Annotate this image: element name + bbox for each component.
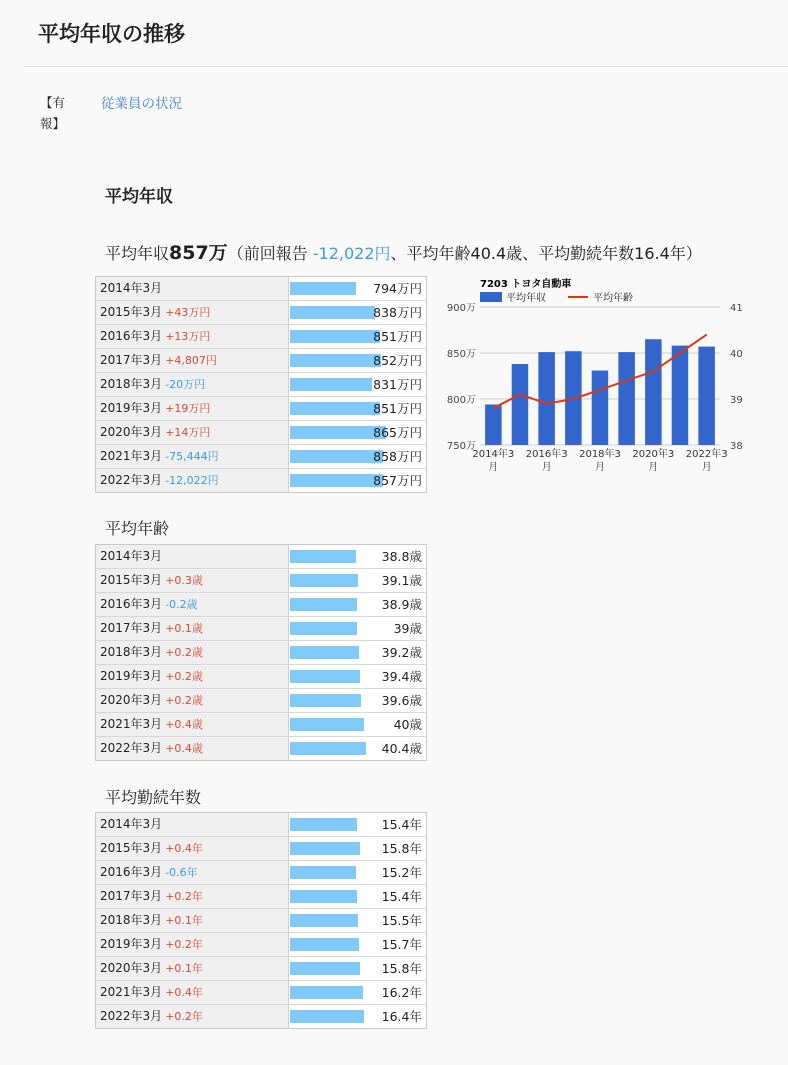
value-bar bbox=[290, 426, 386, 439]
value-bar bbox=[290, 622, 357, 635]
value-bar bbox=[290, 646, 359, 659]
row-year bbox=[96, 981, 289, 1004]
value-bar bbox=[290, 694, 361, 707]
diff-label: +43万円 bbox=[165, 306, 211, 319]
year-label: 2018年3月 bbox=[100, 913, 163, 927]
age-title: 平均年齢 bbox=[105, 519, 170, 538]
y-left-tick: 800万 bbox=[446, 395, 476, 406]
year-label: 2020年3月 bbox=[100, 693, 163, 707]
bar-cell bbox=[289, 445, 426, 468]
chart-bar bbox=[592, 371, 609, 446]
value-bar bbox=[290, 474, 383, 487]
row-year bbox=[96, 689, 289, 712]
row-year bbox=[96, 301, 289, 324]
diff-label: +0.4年 bbox=[165, 842, 203, 855]
row-year bbox=[96, 885, 289, 908]
diff-label: -0.6年 bbox=[165, 866, 198, 879]
value-bar bbox=[290, 574, 358, 587]
value-label: 865万円 bbox=[373, 425, 422, 440]
chart-bar bbox=[512, 364, 529, 445]
diff-label: +0.2歳 bbox=[165, 694, 203, 707]
year-label: 2016年3月 bbox=[100, 329, 163, 343]
page-title: 平均年収の推移 bbox=[38, 22, 185, 46]
year-label: 2022年3月 bbox=[100, 741, 163, 755]
value-bar bbox=[290, 938, 359, 951]
value-bar bbox=[290, 598, 357, 611]
diff-label: +13万円 bbox=[165, 330, 211, 343]
table-row bbox=[96, 593, 426, 617]
y-right-tick: 40 bbox=[730, 349, 743, 360]
bar-cell bbox=[289, 957, 426, 980]
year-label: 2019年3月 bbox=[100, 937, 163, 951]
chart-bar bbox=[485, 405, 502, 446]
tenure-table bbox=[95, 812, 427, 1029]
table-row bbox=[96, 469, 426, 492]
value-label: 39.6歳 bbox=[381, 693, 422, 708]
row-year bbox=[96, 373, 289, 396]
value-label: 39.2歳 bbox=[381, 645, 422, 660]
year-label: 2017年3月 bbox=[100, 621, 163, 635]
table-row bbox=[96, 689, 426, 713]
bar-cell bbox=[289, 837, 426, 860]
row-year bbox=[96, 909, 289, 932]
diff-label: +4,807円 bbox=[165, 354, 217, 367]
value-bar bbox=[290, 450, 383, 463]
year-label: 2014年3月 bbox=[100, 817, 163, 831]
diff-label: +0.1年 bbox=[165, 914, 203, 927]
bar-cell bbox=[289, 373, 426, 396]
value-bar bbox=[290, 890, 357, 903]
row-year bbox=[96, 861, 289, 884]
diff-label: -0.2歳 bbox=[165, 598, 198, 611]
value-label: 852万円 bbox=[373, 353, 422, 368]
value-label: 15.5年 bbox=[381, 913, 422, 928]
bar-cell bbox=[289, 277, 426, 300]
year-label: 2016年3月 bbox=[100, 865, 163, 879]
age-table bbox=[95, 544, 427, 761]
table-row bbox=[96, 737, 426, 760]
value-label: 851万円 bbox=[373, 401, 422, 416]
row-year bbox=[96, 933, 289, 956]
value-label: 40.4歳 bbox=[381, 741, 422, 756]
value-label: 15.7年 bbox=[381, 937, 422, 952]
value-label: 838万円 bbox=[373, 305, 422, 320]
chart-bar bbox=[538, 352, 555, 445]
year-label: 2018年3月 bbox=[100, 377, 163, 391]
bar-cell bbox=[289, 933, 426, 956]
bar-cell bbox=[289, 617, 426, 640]
year-label: 2021年3月 bbox=[100, 449, 163, 463]
table-row bbox=[96, 641, 426, 665]
year-label: 2020年3月 bbox=[100, 961, 163, 975]
value-label: 38.8歳 bbox=[381, 549, 422, 564]
value-bar bbox=[290, 914, 358, 927]
y-right-tick: 38 bbox=[730, 441, 743, 452]
value-bar bbox=[290, 282, 356, 295]
summary-amount: 857万 bbox=[169, 242, 228, 264]
year-label: 2020年3月 bbox=[100, 425, 163, 439]
diff-label: +0.4歳 bbox=[165, 718, 203, 731]
year-label: 2017年3月 bbox=[100, 889, 163, 903]
value-bar bbox=[290, 986, 363, 999]
bar-cell bbox=[289, 713, 426, 736]
row-year bbox=[96, 957, 289, 980]
diff-label: +0.3歳 bbox=[165, 574, 203, 587]
row-year bbox=[96, 569, 289, 592]
row-year bbox=[96, 1005, 289, 1028]
table-row bbox=[96, 277, 426, 301]
value-label: 38.9歳 bbox=[381, 597, 422, 612]
row-year bbox=[96, 837, 289, 860]
table-row bbox=[96, 909, 426, 933]
value-bar bbox=[290, 378, 372, 391]
summary bbox=[105, 238, 702, 265]
value-bar bbox=[290, 842, 360, 855]
value-label: 39.1歳 bbox=[381, 573, 422, 588]
bar-cell bbox=[289, 421, 426, 444]
row-year bbox=[96, 737, 289, 760]
value-bar bbox=[290, 402, 380, 415]
table-row bbox=[96, 957, 426, 981]
table-row bbox=[96, 397, 426, 421]
chart-title: 7203 トヨタ自動車 bbox=[480, 279, 572, 290]
value-label: 16.4年 bbox=[381, 1009, 422, 1024]
y-left-tick: 750万 bbox=[446, 441, 476, 452]
year-label: 2021年3月 bbox=[100, 985, 163, 999]
row-year bbox=[96, 469, 289, 492]
bar-cell bbox=[289, 861, 426, 884]
section-title: 平均年収 bbox=[105, 187, 173, 207]
table-row bbox=[96, 1005, 426, 1028]
y-left-tick: 900万 bbox=[446, 303, 476, 314]
bar-cell bbox=[289, 349, 426, 372]
salary-table bbox=[95, 276, 427, 493]
value-bar bbox=[290, 354, 381, 367]
row-year bbox=[96, 325, 289, 348]
y-right-tick: 41 bbox=[730, 303, 743, 314]
value-bar bbox=[290, 866, 356, 879]
year-label: 2017年3月 bbox=[100, 353, 163, 367]
diff-label: +0.4年 bbox=[165, 986, 203, 999]
divider bbox=[24, 66, 788, 67]
chart-bar bbox=[645, 339, 662, 445]
value-label: 15.8年 bbox=[381, 961, 422, 976]
bar-cell bbox=[289, 737, 426, 760]
summary-mid: （前回報告 bbox=[227, 244, 313, 263]
table-row bbox=[96, 301, 426, 325]
legend-swatch-salary bbox=[480, 292, 502, 302]
diff-label: +19万円 bbox=[165, 402, 211, 415]
x-tick-label: 2018年3 月 bbox=[579, 449, 621, 473]
bar-cell bbox=[289, 981, 426, 1004]
bar-cell bbox=[289, 301, 426, 324]
legend-label-age: 平均年齢 bbox=[593, 293, 633, 304]
table-row bbox=[96, 325, 426, 349]
chart-bars bbox=[485, 339, 715, 445]
table-row bbox=[96, 349, 426, 373]
value-label: 851万円 bbox=[373, 329, 422, 344]
table-row bbox=[96, 445, 426, 469]
value-bar bbox=[290, 1010, 364, 1023]
row-year bbox=[96, 593, 289, 616]
chart-bar bbox=[672, 346, 689, 445]
row-year bbox=[96, 277, 289, 300]
diff-label: +0.2年 bbox=[165, 890, 203, 903]
x-tick-label: 2016年3 月 bbox=[525, 449, 568, 473]
value-label: 39.4歳 bbox=[381, 669, 422, 684]
diff-label: +0.2歳 bbox=[165, 646, 203, 659]
row-year bbox=[96, 813, 289, 836]
year-label: 2016年3月 bbox=[100, 597, 163, 611]
row-year bbox=[96, 397, 289, 420]
row-year bbox=[96, 421, 289, 444]
source-label: 【有報】 bbox=[40, 95, 66, 131]
table-row bbox=[96, 665, 426, 689]
diff-label: -75,444円 bbox=[165, 450, 219, 463]
y-right-tick: 39 bbox=[730, 395, 743, 406]
value-bar bbox=[290, 742, 366, 755]
bar-cell bbox=[289, 885, 426, 908]
x-tick-label: 2020年3 月 bbox=[632, 449, 675, 473]
table-row bbox=[96, 569, 426, 593]
value-bar bbox=[290, 962, 360, 975]
salary-chart bbox=[436, 272, 748, 494]
value-bar bbox=[290, 306, 375, 319]
summary-prefix: 平均年収 bbox=[105, 244, 170, 263]
value-label: 15.8年 bbox=[381, 841, 422, 856]
bar-cell bbox=[289, 689, 426, 712]
source-link[interactable]: 従業員の状況 bbox=[101, 96, 182, 112]
value-bar bbox=[290, 818, 357, 831]
diff-label: +0.1年 bbox=[165, 962, 203, 975]
row-year bbox=[96, 641, 289, 664]
bar-cell bbox=[289, 325, 426, 348]
value-label: 794万円 bbox=[373, 281, 422, 296]
table-row bbox=[96, 981, 426, 1005]
bar-cell bbox=[289, 1005, 426, 1028]
diff-label: +0.2年 bbox=[165, 938, 203, 951]
value-label: 15.4年 bbox=[381, 889, 422, 904]
bar-cell bbox=[289, 469, 426, 492]
table-row bbox=[96, 545, 426, 569]
year-label: 2022年3月 bbox=[100, 1009, 163, 1023]
year-label: 2015年3月 bbox=[100, 305, 163, 319]
diff-label: +0.2年 bbox=[165, 1010, 203, 1023]
row-year bbox=[96, 545, 289, 568]
value-bar bbox=[290, 550, 356, 563]
row-year bbox=[96, 445, 289, 468]
table-row bbox=[96, 617, 426, 641]
table-row bbox=[96, 837, 426, 861]
value-label: 40歳 bbox=[393, 717, 422, 732]
diff-label: +14万円 bbox=[165, 426, 211, 439]
row-year bbox=[96, 617, 289, 640]
value-bar bbox=[290, 718, 364, 731]
value-label: 16.2年 bbox=[381, 985, 422, 1000]
chart-legend bbox=[480, 291, 633, 304]
table-row bbox=[96, 713, 426, 737]
diff-label: +0.2歳 bbox=[165, 670, 203, 683]
bar-cell bbox=[289, 665, 426, 688]
table-row bbox=[96, 421, 426, 445]
value-label: 857万円 bbox=[373, 473, 422, 488]
year-label: 2014年3月 bbox=[100, 281, 163, 295]
bar-cell bbox=[289, 641, 426, 664]
value-label: 15.2年 bbox=[381, 865, 422, 880]
value-bar bbox=[290, 330, 380, 343]
bar-cell bbox=[289, 813, 426, 836]
bar-cell bbox=[289, 397, 426, 420]
year-label: 2014年3月 bbox=[100, 549, 163, 563]
bar-cell bbox=[289, 545, 426, 568]
year-label: 2019年3月 bbox=[100, 401, 163, 415]
table-row bbox=[96, 861, 426, 885]
x-tick-label: 2022年3 月 bbox=[685, 449, 728, 473]
chart-bar bbox=[698, 347, 715, 445]
table-row bbox=[96, 933, 426, 957]
y-left-tick: 850万 bbox=[446, 349, 476, 360]
summary-diff: -12,022円 bbox=[312, 244, 391, 263]
year-label: 2022年3月 bbox=[100, 473, 163, 487]
x-tick-label: 2014年3 月 bbox=[472, 449, 515, 473]
year-label: 2015年3月 bbox=[100, 841, 163, 855]
year-label: 2015年3月 bbox=[100, 573, 163, 587]
year-label: 2018年3月 bbox=[100, 645, 163, 659]
bar-cell bbox=[289, 909, 426, 932]
value-label: 831万円 bbox=[373, 377, 422, 392]
table-row bbox=[96, 885, 426, 909]
value-label: 858万円 bbox=[373, 449, 422, 464]
value-label: 39歳 bbox=[393, 621, 422, 636]
diff-label: +0.1歳 bbox=[165, 622, 203, 635]
row-year bbox=[96, 713, 289, 736]
chart-bar bbox=[618, 352, 635, 445]
year-label: 2019年3月 bbox=[100, 669, 163, 683]
table-row bbox=[96, 373, 426, 397]
legend-label-salary: 平均年収 bbox=[506, 293, 546, 304]
diff-label: +0.4歳 bbox=[165, 742, 203, 755]
value-bar bbox=[290, 670, 360, 683]
bar-cell bbox=[289, 593, 426, 616]
bar-cell bbox=[289, 569, 426, 592]
value-label: 15.4年 bbox=[381, 817, 422, 832]
row-year bbox=[96, 349, 289, 372]
year-label: 2021年3月 bbox=[100, 717, 163, 731]
tenure-title: 平均勤続年数 bbox=[105, 788, 202, 807]
table-row bbox=[96, 813, 426, 837]
summary-rest: 、平均年齢40.4歳、平均勤続年数16.4年） bbox=[390, 244, 702, 263]
diff-label: -20万円 bbox=[165, 378, 206, 391]
diff-label: -12,022円 bbox=[165, 474, 219, 487]
row-year bbox=[96, 665, 289, 688]
